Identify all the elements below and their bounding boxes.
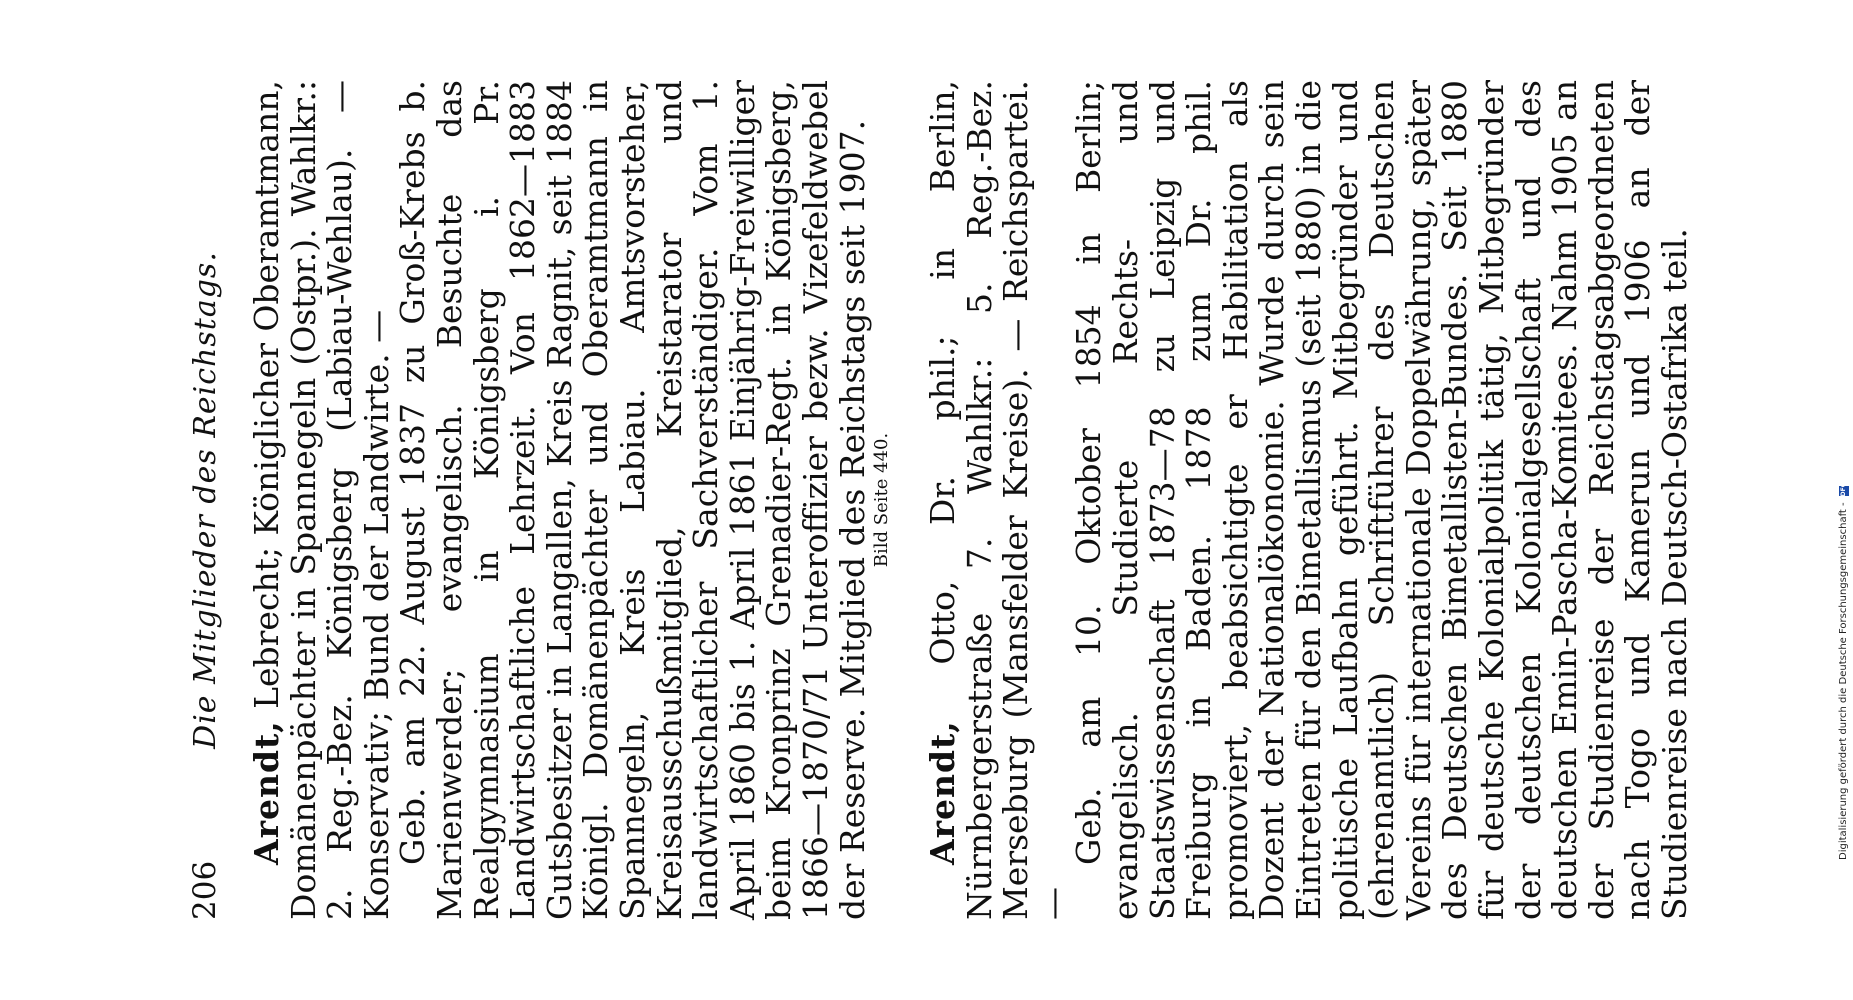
- entry-1-image-caption: Bild Seite 440.: [871, 432, 893, 568]
- digitization-credit: [1838, 140, 1850, 860]
- entry-1-name: Arendt,: [247, 720, 286, 865]
- page-number: 206: [187, 860, 223, 920]
- entry-2-name: Arendt,: [923, 720, 963, 865]
- entry-1-biography: Geb. am 22. August 1837 zu Groß-Krebs b. Marienwerder; evangelisch. Besuchte das Realgymnasium in Königsberg i. Pr. Landwirtschaftliche Lehrzeit. Von 1862—1883 Gutsbesitzer in Langallen, Kreis Ragnit, seit 1884 Königl. Domänenpächter und Oberamtmann in Spannegeln, Kreis Labiau. Amtsvorsteher, Kreisausschußmitglied, Kreistarator und landwirtschaftlicher Sachverständiger. Vom 1. April 1860 bis 1. April 1861 Einjährig-Freiwilliger beim Kronprinz Grenadier-Regt. in Königsberg, 1866—1870/71 Unteroffizier bezw. Vizefeldwebel der Reserve. Mitglied des Reichstags seit 1907.: [393, 80, 872, 920]
- page-header: [185, 80, 231, 920]
- entry-2-biography: Geb. am 10. Oktober 1854 in Berlin; evangelisch. Studierte Rechts- und Staatswissenschaft 1873—78 zu Leipzig und Freiburg in Baden. 1878 zum Dr. phil. promoviert, beabsichtigte er Habilitation als Dozent der Nationalökonomie. Wurde durch sein Eintreten für den Bimetallismus (seit 1880) in die politische Laufbahn geführt. Mitbegründer und (ehrenamtlich) Schriftführer des Deutschen Vereins für internationale Doppelwährung, später des Deutschen Bimetallisten-Bundes. Seit 1880 für deutsche Kolonialpolitik tätig, Mitbegründer der deutschen Kolonialgesellschaft und des deutschen Emin-Pascha-Komitees. Nahm 1905 an der Studienreise der Reichstagsabgeordneten nach Togo und Kamerun und 1906 an der Studienreise nach Deutsch-Ostafrika teil.: [1069, 80, 1694, 920]
- running-title: Die Mitglieder des Reichstags.: [188, 251, 223, 749]
- entry-2-heading: [925, 80, 1071, 920]
- entry-2-head-text: Otto, Dr. phil.; in Berlin, Nürnbergerstraße 7. Wahlkr.: 5. Reg.-Bez. Merseburg (Mansfelder Kreise). — Reichspartei. —: [923, 80, 1072, 920]
- entry-1-heading: [249, 80, 395, 920]
- dfg-logo-icon: DFG: [1840, 482, 1847, 497]
- entry-1-head-text: Lebrecht; Königlicher Oberamtmann, Domänenpächter in Spannegeln (Ostpr.). Wahlkr.: 2. Reg.-Bez. Königsberg (Labiau-Wehlau). — Konservativ; Bund der Landwirte. —: [247, 80, 396, 920]
- credit-text: Digitalisierung gefördert durch die Deutsche Forschungsgemeinschaft -: [1838, 502, 1849, 860]
- rotated-book-page: [185, 80, 1694, 920]
- page-body: [249, 80, 1694, 920]
